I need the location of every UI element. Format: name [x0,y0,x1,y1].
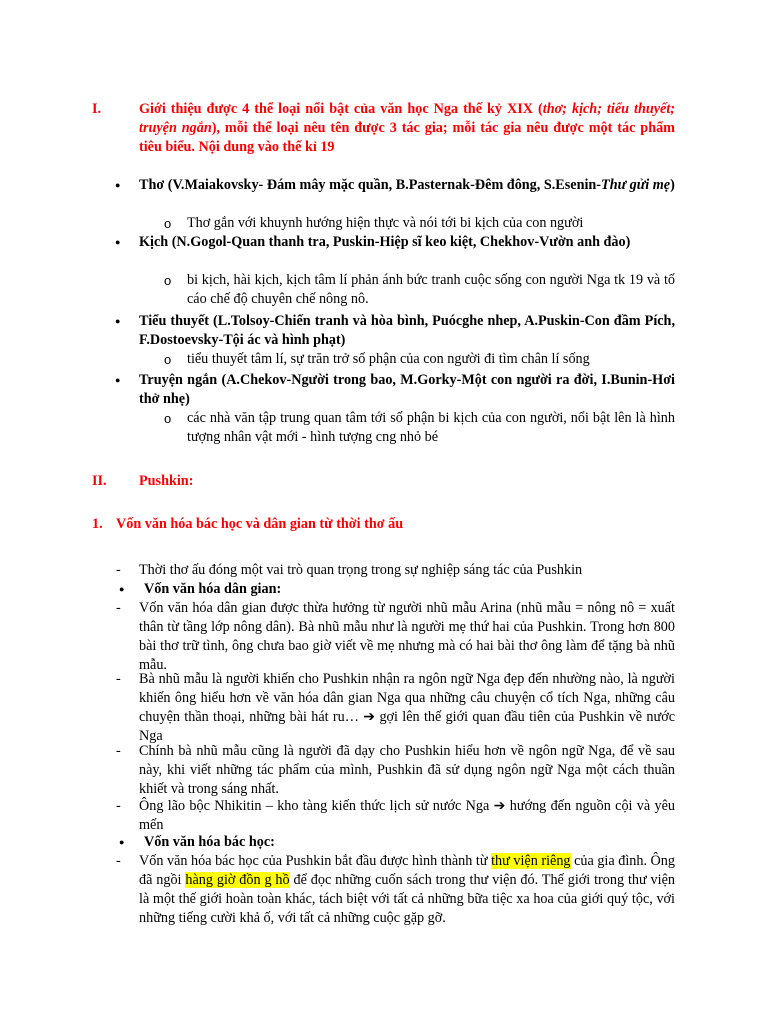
dash-marker: - [116,562,121,578]
genre-desc: tiểu thuyết tâm lí, sự trăn trở số phận của con người đi tìm chân lí sống [187,351,590,367]
scholar-paragraph: Vốn văn hóa bác học của Pushkin bắt đầu được hình thành từ thư viện riêng của gia đình. Ông đã ngồi hàng giờ đồn g hồ để đọc những cuốn sách trong thư viện đó. Thế giới trong thư viện là một thế giới hoàn toàn khác, tách biệt với tất cả những bữa tiệc xa hoa của giới quý tộc, với những tiếng cười khả ố, với tất cả những cuộc gặp gỡ. [139,853,675,926]
genre-poetry: Thơ (V.Maiakovsky- Đám mây mặc quần, B.Pasternak-Đêm đông, S.Esenin-Thư gửi mẹ) [139,177,675,193]
folk-heading: Vốn văn hóa dân gian: [144,581,282,597]
sub-bullet-icon: o [164,273,172,288]
section-heading: Pushkin: [139,473,194,489]
section-number: II. [92,473,107,489]
genre-novel: Tiểu thuyết (L.Tolsoy-Chiến tranh và hòa bình, Puócghe nhep, A.Puskin-Con đầm Pích, F.Dostoevsky-Tội ác và hình phạt) [139,313,675,348]
bullet-icon: ● [115,316,121,326]
bullet-icon: ● [115,237,121,247]
dash-marker: - [116,853,121,869]
folk-item: Ông lão bộc Nhikitin – kho tàng kiến thức lịch sử nước Nga ➔ hướng đến nguồn cội và yêu mến [139,798,675,833]
folk-item: Bà nhũ mẫu là người khiến cho Pushkin nhận ra ngôn ngữ Nga đẹp đến nhường nào, là người khiến ông hiểu hơn về văn hóa dân gian Nga qua những câu chuyện cổ tích Nga, những câu chuyện thần thoại, những bài hát ru… ➔ gợi lên thế giới quan đầu tiên của Pushkin về nước Nga [139,671,675,744]
sub-bullet-icon: o [164,216,172,231]
intro-paragraph: Thời thơ ấu đóng một vai trò quan trọng trong sự nghiệp sáng tác của Pushkin [139,562,583,578]
bullet-icon: ● [119,837,125,847]
subsection-heading: Vốn văn hóa bác học và dân gian từ thời thơ ấu [116,516,404,532]
sub-bullet-icon: o [164,352,172,367]
bullet-icon: ● [115,180,121,190]
sub-bullet-icon: o [164,411,172,426]
section-number: I. [92,101,102,117]
bullet-icon: ● [115,375,121,385]
dash-marker: - [116,600,121,616]
genre-short-story: Truyện ngắn (A.Chekov-Người trong bao, M.Gorky-Một con người ra đời, I.Bunin-Hơi thở nhẹ) [139,372,675,407]
highlight: hàng giờ đồn g hồ [185,872,290,888]
dash-marker: - [116,743,121,759]
section-heading: Giới thiệu được 4 thể loại nổi bật của văn học Nga thế kỷ XIX (thơ; kịch; tiểu thuyết; truyện ngắn), mỗi thể loại nêu tên được 3 tác gia; mỗi tác gia nêu được một tác phẩm tiêu biểu. Nội dung vào thế kỉ 19 [139,101,676,155]
genre-desc: Thơ gắn với khuynh hướng hiện thực và nói tới bi kịch của con người [187,215,584,231]
subsection-number: 1. [92,516,103,532]
highlight: thư viện riêng [491,853,571,869]
genre-desc: các nhà văn tập trung quan tâm tới số phận bi kịch của con người, nổi bật lên là hình tượng nhân vật mới - hình tượng cng nhỏ bé [187,410,675,445]
genre-drama: Kịch (N.Gogol-Quan thanh tra, Puskin-Hiệp sĩ keo kiệt, Chekhov-Vườn anh đào) [139,234,631,250]
dash-marker: - [116,671,121,687]
folk-item: Vốn văn hóa dân gian được thừa hưởng từ người nhũ mẫu Arina (nhũ mẫu = nông nô = xuất thân từ tầng lớp nông dân). Bà nhũ mẫu như là người mẹ thứ hai của Pushkin. Trong hơn 800 bài thơ trữ tình, ông chưa bao giờ viết về mẹ nhưng mà có hai bài thơ ông làm để tặng bà nhũ mẫu. [139,600,675,673]
folk-item: Chính bà nhũ mẫu cũng là người đã dạy cho Pushkin hiểu hơn về ngôn ngữ Nga, để về sau này, khi viết những tác phẩm của mình, Pushkin đã sử dụng ngôn ngữ Nga một cách thuần khiết và trong sáng nhất. [139,743,675,797]
scholar-heading: Vốn văn hóa bác học: [144,834,275,850]
bullet-icon: ● [119,584,125,594]
genre-desc: bi kịch, hài kịch, kịch tâm lí phản ánh bức tranh cuộc sống con người Nga tk 19 và tố cáo chế độ chuyên chế nông nô. [187,272,675,307]
dash-marker: - [116,798,121,814]
